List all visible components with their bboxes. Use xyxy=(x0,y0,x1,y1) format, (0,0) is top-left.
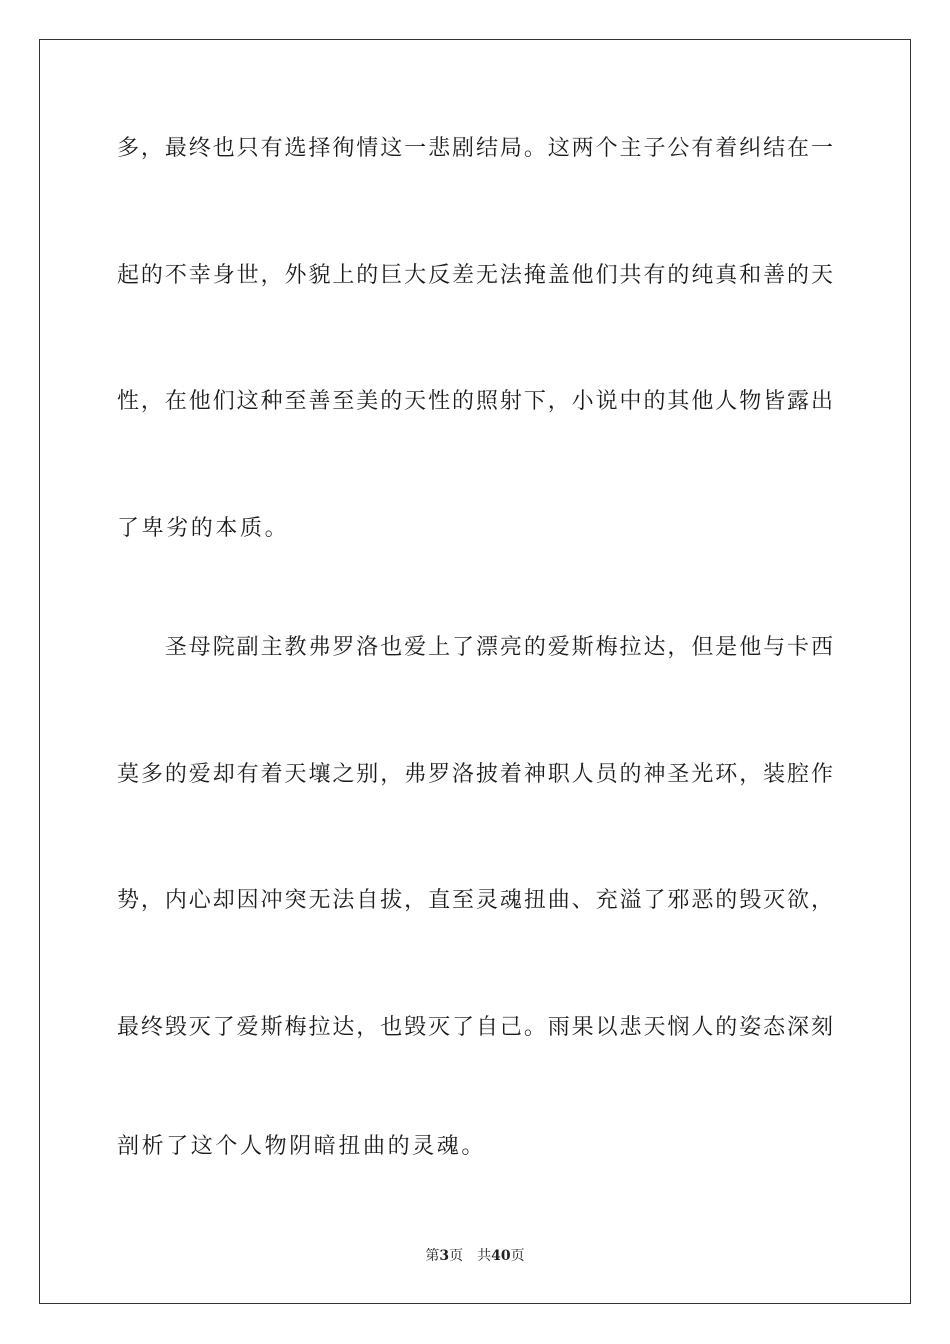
text-line-3: 性，在他们这种至善至美的天性的照射下，小说中的其他人物皆露出 xyxy=(117,389,833,414)
page-border xyxy=(39,39,911,1304)
text-line-8: 最终毁灭了爱斯梅拉达，也毁灭了自己。雨果以悲天悯人的姿态深刻 xyxy=(117,1015,833,1040)
text-line-9: 剖析了这个人物阴暗扭曲的灵魂。 xyxy=(117,1134,487,1159)
text-line-6: 莫多的爱却有着天壤之别，弗罗洛披着神职人员的神圣光环，装腔作 xyxy=(117,762,833,787)
footer-page-prefix: 第 xyxy=(425,1248,440,1264)
text-line-2: 起的不幸身世，外貌上的巨大反差无法掩盖他们共有的纯真和善的天 xyxy=(117,263,833,288)
text-line-7: 势，内心却因冲突无法自拔，直至灵魂扭曲、充溢了邪恶的毁灭欲， xyxy=(117,888,833,913)
text-line-5: 圣母院副主教弗罗洛也爱上了漂亮的爱斯梅拉达，但是他与卡西 xyxy=(117,635,833,660)
footer-total-prefix: 共 xyxy=(477,1248,492,1264)
footer-total-number: 40 xyxy=(491,1248,511,1264)
footer-total-suffix: 页 xyxy=(510,1248,525,1264)
page-footer xyxy=(0,1247,950,1265)
text-line-1: 多，最终也只有选择徇情这一悲剧结局。这两个主子公有着纠结在一 xyxy=(117,136,833,161)
footer-page-number: 3 xyxy=(439,1248,450,1264)
footer-page-suffix: 页 xyxy=(449,1248,464,1264)
text-line-4: 了卑劣的本质。 xyxy=(117,516,290,541)
